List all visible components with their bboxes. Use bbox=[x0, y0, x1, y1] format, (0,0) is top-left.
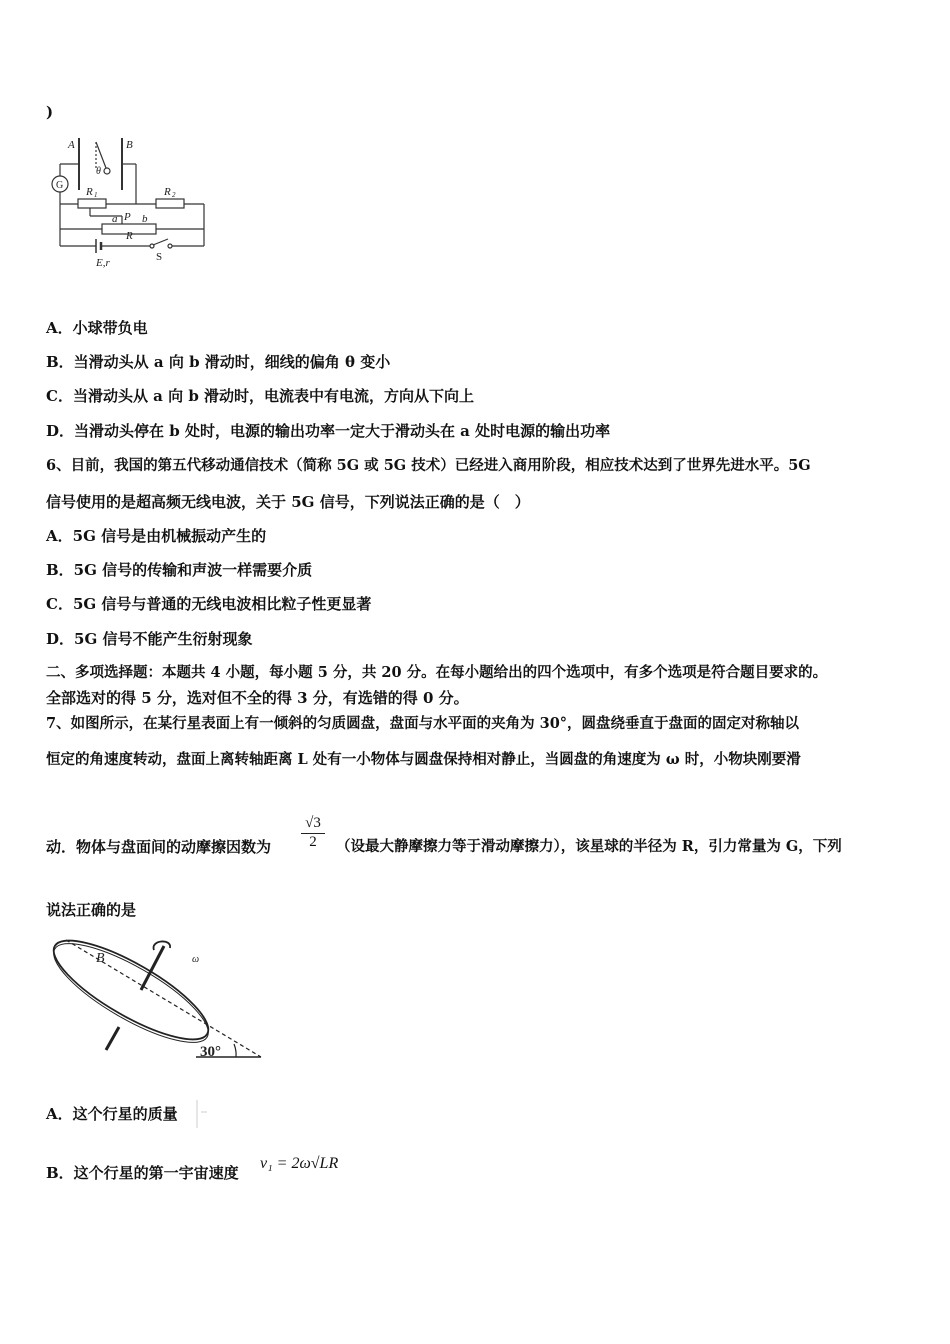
label-B: B bbox=[126, 139, 133, 151]
first-cosmic-velocity-formula: v₁ = 2ω√LR bbox=[260, 1155, 339, 1172]
q5-option-a: A．小球带负电 bbox=[46, 319, 148, 337]
label-A: A bbox=[68, 139, 75, 151]
q7-line2: 恒定的角速度转动，盘面上离转轴距离 L 处有一小物体与圆盘保持相对静止，当圆盘的角速度为 ω 时，小物块刚要滑 bbox=[46, 751, 801, 768]
q6-option-b: B．5G 信号的传输和声波一样需要介质 bbox=[46, 561, 313, 579]
q6-option-c: C．5G 信号与普通的无线电波相比粒子性更显著 bbox=[46, 595, 372, 613]
label-R: R bbox=[126, 230, 133, 242]
mass-formula-placeholder bbox=[194, 1096, 210, 1132]
label-Er: E,r bbox=[96, 257, 110, 269]
section2-line2: 全部选对的得 5 分，选对但不全的得 3 分，有选错的得 0 分。 bbox=[46, 689, 469, 707]
label-G: G bbox=[56, 180, 64, 191]
label-S: S bbox=[156, 251, 163, 263]
label-R1-sub: 1 bbox=[94, 191, 98, 199]
q5-option-d: D．当滑动头停在 b 处时，电源的输出功率一定大于滑动头在 a 处时电源的输出功率 bbox=[46, 422, 611, 440]
label-R1: R bbox=[86, 186, 93, 198]
q6-option-a: A．5G 信号是由机械振动产生的 bbox=[46, 527, 267, 545]
label-P: P bbox=[124, 211, 131, 223]
label-R2: R bbox=[164, 186, 171, 198]
angle-label: 30° bbox=[200, 1044, 221, 1060]
q6-stem-line1: 6、目前，我国的第五代移动通信技术（简称 5G 或 5G 技术）已经进入商用阶段，相应技术达到了世界先进水平。5G bbox=[46, 457, 811, 474]
q7-line3-before: 动．物体与盘面间的动摩擦因数为 bbox=[46, 838, 272, 856]
label-b: b bbox=[142, 213, 148, 225]
q7-option-b: B．这个行星的第一宇宙速度 bbox=[46, 1164, 239, 1182]
q5-option-b: B．当滑动头从 a 向 b 滑动时，细线的偏角 θ 变小 bbox=[46, 353, 391, 371]
q7-line4: 说法正确的是 bbox=[46, 901, 137, 919]
disc-label-B: B bbox=[96, 951, 105, 966]
mu-fraction bbox=[298, 815, 328, 851]
label-theta: θ bbox=[96, 166, 101, 177]
top-fragment: ) bbox=[46, 103, 54, 121]
disc-figure bbox=[46, 932, 266, 1072]
q7-option-a: A．这个行星的质量 bbox=[46, 1105, 178, 1123]
q6-option-d: D．5G 信号不能产生衍射现象 bbox=[46, 630, 253, 648]
label-a: a bbox=[112, 213, 118, 225]
circuit-figure bbox=[46, 132, 216, 272]
omega-label: ω bbox=[192, 954, 200, 965]
q6-stem-line2: 信号使用的是超高频无线电波，关于 5G 信号，下列说法正确的是（ ） bbox=[46, 493, 530, 511]
q7-line3-after: （设最大静摩擦力等于滑动摩擦力），该星球的半径为 R，引力常量为 G，下列 bbox=[336, 838, 842, 855]
mu-numerator: √3 bbox=[305, 815, 321, 831]
mu-denominator: 2 bbox=[309, 834, 317, 850]
section2-line1: 二、多项选择题：本题共 4 小题，每小题 5 分，共 20 分。在每小题给出的四个选项中，有多个选项是符合题目要求的。 bbox=[46, 664, 828, 681]
q7-line1: 7、如图所示，在某行星表面上有一倾斜的匀质圆盘，盘面与水平面的夹角为 30°，圆盘绕垂直于盘面的固定对称轴以 bbox=[46, 715, 800, 732]
q5-option-c: C．当滑动头从 a 向 b 滑动时，电流表中有电流，方向从下向上 bbox=[46, 387, 475, 405]
label-R2-sub: 2 bbox=[172, 191, 176, 199]
